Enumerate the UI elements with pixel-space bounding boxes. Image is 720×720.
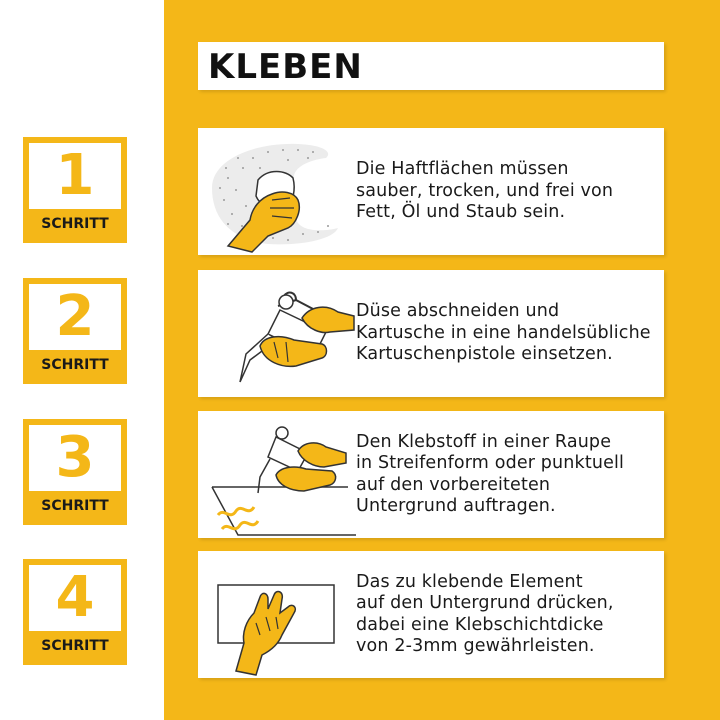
step-badge-inner xyxy=(29,143,121,209)
step-badge-3 xyxy=(23,419,127,525)
step-badge-2 xyxy=(23,278,127,384)
step-card-3 xyxy=(198,411,664,538)
step-label: SCHRITT xyxy=(41,638,109,654)
page-title: KLEBEN xyxy=(208,47,363,87)
step-label: SCHRITT xyxy=(41,216,109,232)
step-instruction: Das zu klebende Element auf den Untergrund drücken, dabei eine Klebschichtdicke von 2-3mm gewährleisten. xyxy=(356,571,614,656)
step-number: 3 xyxy=(55,425,95,490)
step-label: SCHRITT xyxy=(41,498,109,514)
pressing-panel-icon xyxy=(198,551,356,678)
step-card-1 xyxy=(198,128,664,255)
step-badge-4 xyxy=(23,559,127,665)
step-instruction: Düse abschneiden und Kartusche in eine handelsübliche Kartuschenpistole einsetzen. xyxy=(356,301,651,365)
step-number: 4 xyxy=(55,565,95,630)
step-instruction: Den Klebstoff in einer Raupe in Streifenform oder punktuell auf den vorbereiteten Untergrund auftragen. xyxy=(356,431,625,516)
cleaning-hand-icon xyxy=(198,128,356,255)
step-number: 2 xyxy=(55,284,95,349)
step-badge-inner xyxy=(29,284,121,350)
step-badge-inner xyxy=(29,565,121,631)
applying-bead-icon xyxy=(198,411,356,538)
title-box xyxy=(198,42,664,90)
step-badge-1 xyxy=(23,137,127,243)
step-number: 1 xyxy=(55,143,95,208)
step-instruction: Die Haftflächen müssen sauber, trocken, und frei von Fett, Öl und Staub sein. xyxy=(356,159,614,223)
cartridge-gun-icon xyxy=(198,270,356,397)
step-card-4 xyxy=(198,551,664,678)
step-card-2 xyxy=(198,270,664,397)
step-label: SCHRITT xyxy=(41,357,109,373)
step-badge-inner xyxy=(29,425,121,491)
